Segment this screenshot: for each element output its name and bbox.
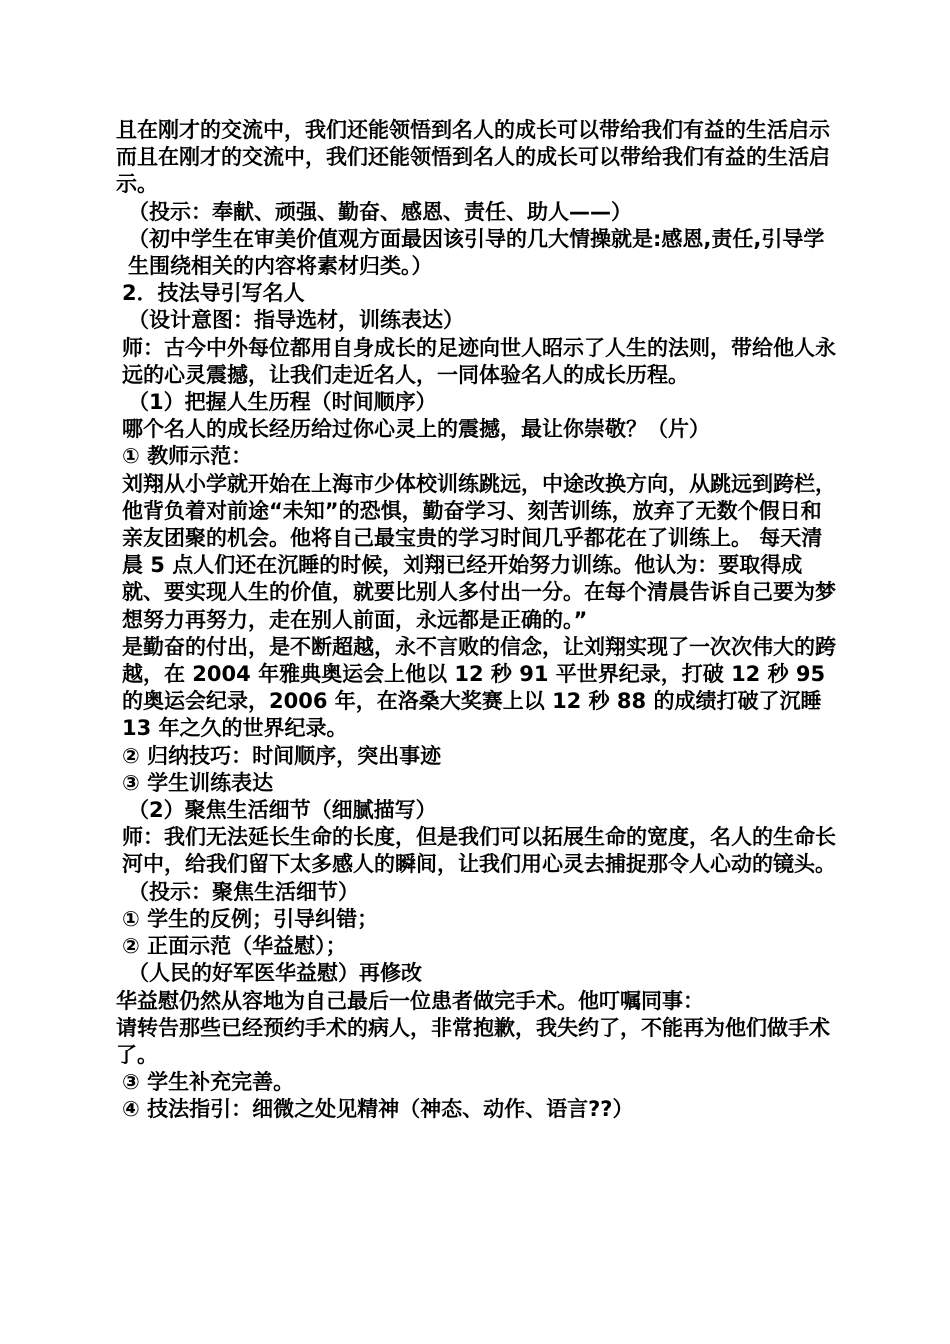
paragraph-intro: 且在刚才的交流中，我们还能领悟到名人的成长可以带给我们有益的生活启示而且在刚才的交流中，我们还能领悟到名人的成长可以带给我们有益的生活启示。 — [116, 118, 830, 197]
paragraph-teacher-details: 师：我们无法延长生命的长度，但是我们可以拓展生命的宽度，名人的生命长河中，给我们留下太多感人的瞬间，让我们用心灵去捕捉那令人心动的镜头。 — [122, 825, 836, 877]
step-student-practice: ③ 学生训练表达 — [122, 770, 274, 795]
step-technique-guide: ④ 技法指引：细微之处见精神（神态、动作、语言??） — [122, 1097, 634, 1122]
step-summarize-technique: ② 归纳技巧：时间顺序，突出事迹 — [122, 743, 442, 768]
paragraph-revise-note: （人民的好军医华益慰）再修改 — [128, 961, 422, 986]
step-student-complete: ③ 学生补充完善。 — [122, 1070, 295, 1095]
paragraph-hua-yiwei-quote: 请转告那些已经预约手术的病人，非常抱歉，我失约了，不能再为他们做手术了。 — [116, 1015, 830, 1067]
step-counter-example: ① 学生的反例；引导纠错； — [122, 906, 379, 931]
paragraph-aesthetic-note: （初中学生在审美价值观方面最因该引导的几大情操就是:感恩,责任,引导学生围绕相关的内容将素材归类。） — [128, 226, 825, 279]
paragraph-hua-yiwei-story: 华益慰仍然从容地为自己最后一位患者做完手术。他叮嘱同事： — [116, 988, 704, 1013]
paragraph-hint-virtues: （投示：奉献、顽强、勤奋、感恩、责任、助人——） — [128, 199, 632, 224]
section-heading-2: 2．技法导引写名人 — [122, 281, 305, 306]
paragraph-liu-xiang-story: 刘翔从小学就开始在上海市少体校训练跳远，中途改换方向，从跳远到跨栏，他背负着对前途“未知”的恐惧，勤奋学习、刻苦训练，放弃了无数个假日和亲友团聚的机会。他将自己最宝贵的学习时间几乎都花在了训练上。 每天清晨 5 点人们还在沉睡的时候，刘翔已经开始努力训练。他认为：要取得成就、要实现人生的价值，就要比别人多付出一分。在每个清晨告诉自己要为梦想努力再努力，走在别人前面，永远都是正确的。” — [122, 471, 836, 632]
step-positive-demo: ② 正面示范（华益慰）； — [122, 934, 347, 959]
paragraph-liu-xiang-records: 是勤奋的付出，是不断超越，永不言败的信念，让刘翔实现了一次次伟大的跨越，在 2004 年雅典奥运会上他以 12 秒 91 平世界纪录，打破 12 秒 95 的奥运会纪录，2006 年，在洛桑大奖赛上以 12 秒 88 的成绩打破了沉睡 13 年之久的世界纪录。 — [122, 634, 836, 741]
paragraph-question: 哪个名人的成长经历给过你心灵上的震撼，最让你崇敬？（片） — [122, 417, 710, 442]
paragraph-teacher-intro: 师：古今中外每位都用自身成长的足迹向世人昭示了人生的法则，带给他人永远的心灵震撼，让我们走近名人，一同体验名人的成长历程。 — [122, 335, 836, 387]
paragraph-hint-details: （投示：聚焦生活细节） — [128, 879, 359, 904]
document-body — [116, 117, 838, 1124]
subheading-life-details: （2）聚焦生活细节（细腻描写） — [128, 798, 437, 823]
step-teacher-demo: ① 教师示范： — [122, 444, 253, 469]
paragraph-design-intent: （设计意图：指导选材，训练表达） — [128, 308, 464, 333]
subheading-life-course: （1）把握人生历程（时间顺序） — [128, 390, 437, 415]
